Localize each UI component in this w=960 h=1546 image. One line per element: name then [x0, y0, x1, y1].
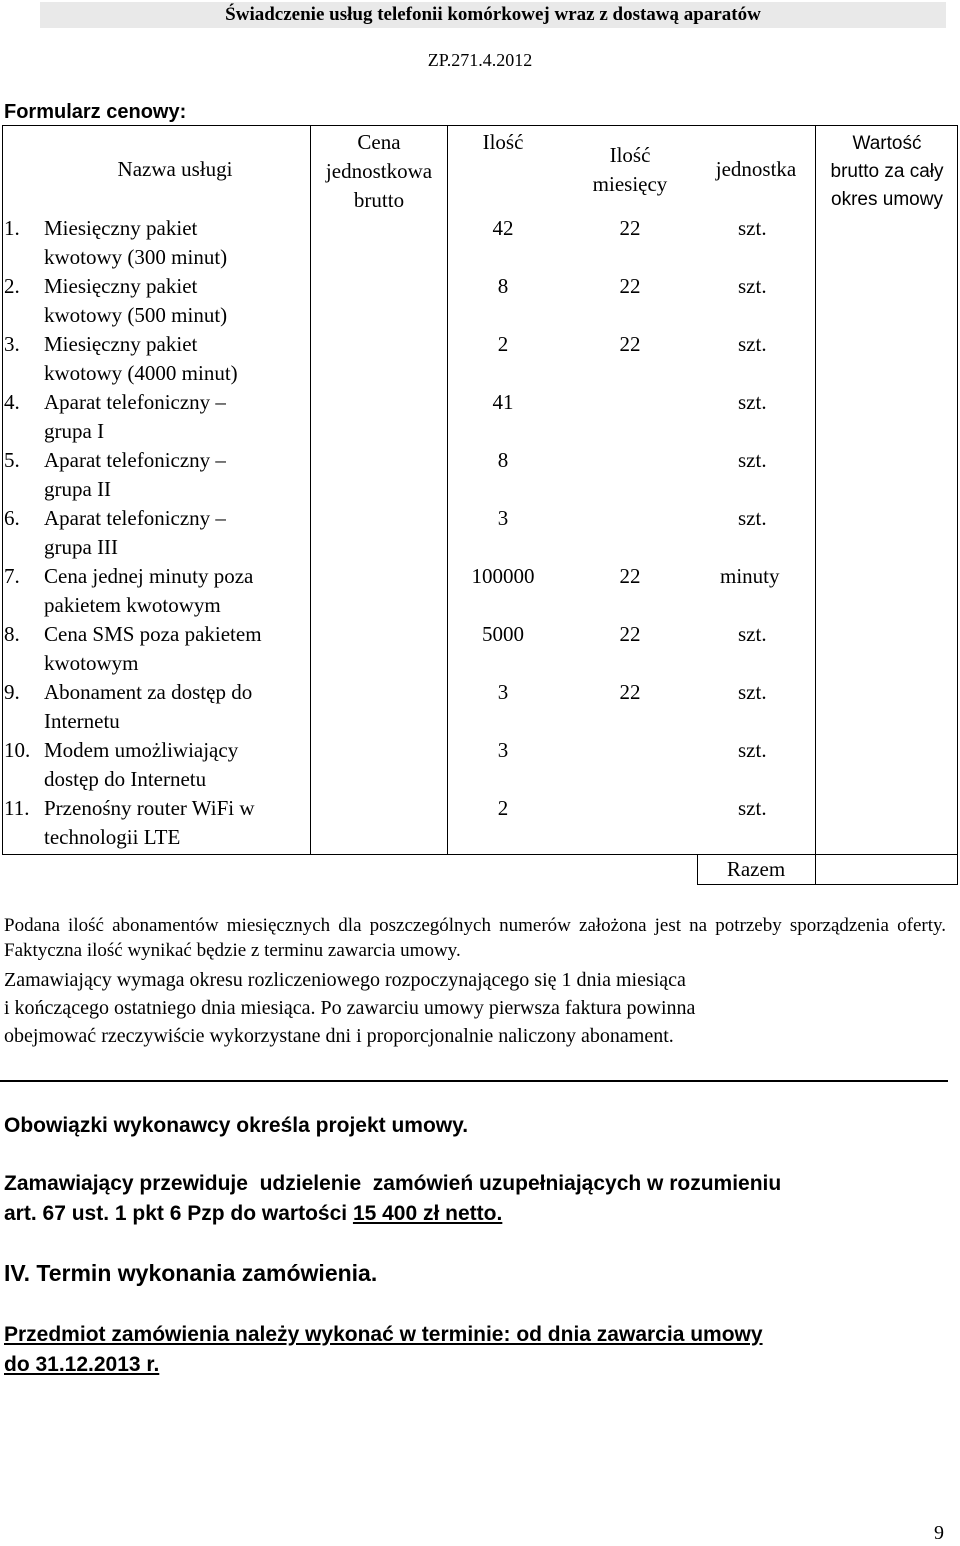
row-number: 3. — [4, 332, 20, 356]
note-quantity: Podana ilość abonamentów miesięcznych dla poszczególnych numerów założona jest na potrzeby sporządzenia oferty. Faktyczna ilość wynikać będzie z terminu zawarcia umowy. — [4, 915, 946, 961]
amount-value: 15 400 zł netto. — [352, 1202, 503, 1225]
row-number: 7. — [4, 564, 20, 588]
unit: szt. — [738, 332, 767, 356]
quantity: 2 — [497, 796, 509, 820]
row-number: 1. — [4, 216, 20, 240]
quantity: 3 — [497, 680, 509, 704]
section-heading: IV. Termin wykonania zamówienia. — [4, 1260, 378, 1286]
column-header-months: Ilość miesięcy — [592, 143, 668, 196]
unit: szt. — [738, 216, 767, 240]
months: 22 — [619, 622, 641, 646]
quantity: 5000 — [482, 622, 524, 646]
unit: szt. — [738, 738, 767, 762]
service-name: Modem umożliwiający dostęp do Internetu — [44, 738, 239, 791]
document-header: Świadczenie usług telefonii komórkowej wraz z dostawą aparatów — [40, 2, 946, 28]
column-header-total: Wartość brutto za cały okres umowy — [830, 133, 944, 210]
service-name: Miesięczny pakiet kwotowy (300 minut) — [44, 216, 228, 269]
service-name: Miesięczny pakiet kwotowy (500 minut) — [44, 274, 228, 327]
obligations-note: Obowiązki wykonawcy określa projekt umowy. — [4, 1114, 469, 1137]
unit: szt. — [738, 680, 767, 704]
row-number: 4. — [4, 390, 20, 414]
table-divider — [815, 854, 816, 885]
months: 22 — [619, 216, 641, 240]
quantity: 2 — [497, 332, 509, 356]
service-name: Aparat telefoniczny – grupa II — [44, 448, 226, 501]
column-header-unit-price: Cena jednostkowa brutto — [325, 130, 433, 212]
divider — [0, 1080, 948, 1082]
row-number: 6. — [4, 506, 20, 530]
deadline-note: Przedmiot zamówienia należy wykonać w terminie: od dnia zawarcia umowy do 31.12.2013 r. — [4, 1323, 763, 1376]
quantity: 41 — [492, 390, 514, 414]
row-number: 11. — [4, 796, 30, 820]
column-header-qty: Ilość — [482, 130, 524, 154]
service-name: Aparat telefoniczny – grupa III — [44, 506, 226, 559]
quantity: 100000 — [471, 564, 535, 588]
quantity: 3 — [497, 738, 509, 762]
row-number: 9. — [4, 680, 20, 704]
unit: minuty — [720, 564, 780, 588]
months: 22 — [619, 332, 641, 356]
months: 22 — [619, 680, 641, 704]
service-name: Miesięczny pakiet kwotowy (4000 minut) — [44, 332, 238, 385]
row-number: 2. — [4, 274, 20, 298]
row-number: 5. — [4, 448, 20, 472]
column-header-name: Nazwa usługi — [117, 157, 233, 181]
service-name: Abonament za dostęp do Internetu — [44, 680, 253, 733]
supplementary-orders: Zamawiający przewiduje udzielenie zamówień uzupełniających w rozumieniu art. 67 ust. 1 pkt 6 Pzp do wartości 15 400 zł netto. — [4, 1172, 782, 1225]
service-name: Aparat telefoniczny – grupa I — [44, 390, 226, 443]
months: 22 — [619, 564, 641, 588]
months: 22 — [619, 274, 641, 298]
quantity: 8 — [497, 274, 509, 298]
document-reference: ZP.271.4.2012 — [427, 50, 533, 70]
unit: szt. — [738, 274, 767, 298]
quantity: 42 — [492, 216, 514, 240]
unit: szt. — [738, 390, 767, 414]
service-name: Przenośny router WiFi w technologii LTE — [44, 796, 255, 849]
total-label: Razem — [726, 857, 786, 881]
row-number: 8. — [4, 622, 20, 646]
unit: szt. — [738, 796, 767, 820]
unit: szt. — [738, 622, 767, 646]
unit: szt. — [738, 506, 767, 530]
unit: szt. — [738, 448, 767, 472]
quantity: 8 — [497, 448, 509, 472]
table-divider — [447, 125, 448, 855]
form-title: Formularz cenowy: — [4, 101, 187, 123]
column-header-unit: jednostka — [715, 157, 797, 181]
note-billing: Zamawiający wymaga okresu rozliczeniowego rozpoczynającego się 1 dnia miesiąca i kończącego ostatniego dnia miesiąca. Po zawarciu umowy pierwsza faktura powinna obejmować rzeczywiście wykorzystane dni i proporcjonalnie naliczony abonament. — [4, 969, 696, 1047]
service-name: Cena jednej minuty poza pakietem kwotowym — [44, 564, 254, 617]
row-number: 10. — [4, 738, 31, 762]
service-name: Cena SMS poza pakietem kwotowym — [44, 622, 262, 675]
page-number: 9 — [934, 1522, 944, 1544]
table-divider — [310, 125, 311, 855]
quantity: 3 — [497, 506, 509, 530]
